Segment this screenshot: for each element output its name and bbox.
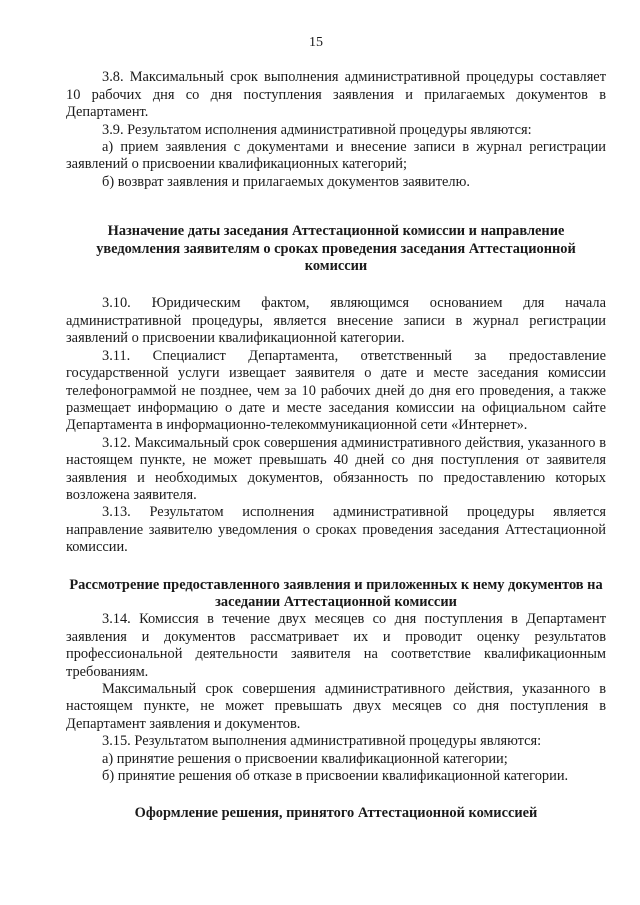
list-item-a: а) прием заявления с документами и внесение записи в журнал регистрации заявлений о присвоении квалификационных категорий; — [66, 139, 606, 173]
paragraph-3-14-max-term: Максимальный срок совершения административного действия, указанного в настоящем пункте, не может превышать двух месяцев со дня поступления в Департамент заявления и документов. — [66, 681, 606, 732]
document-page — [66, 34, 606, 823]
section-heading-2: Рассмотрение предоставленного заявления и приложенных к нему документов на заседании Аттестационной комиссии — [69, 576, 603, 610]
paragraph-3-14: 3.14. Комиссия в течение двух месяцев со дня поступления в Департамент заявления и документов рассматривает их и проводит оценку результатов профессиональной деятельности заявителя на соответствие квалификационным требованиям. — [66, 611, 606, 680]
spacer — [66, 785, 606, 805]
list-item-a-decision: а) принятие решения о присвоении квалификационной категории; — [102, 750, 508, 767]
paragraph-3-15: 3.15. Результатом выполнения административной процедуры являются: — [102, 733, 542, 750]
spacer — [66, 191, 606, 223]
section-heading-1: Назначение даты заседания Аттестационной комиссии и направление уведомления заявителям о сроках проведения заседания Аттестационной комиссии — [96, 223, 576, 275]
spacer — [66, 275, 606, 295]
paragraph-3-10: 3.10. Юридическим фактом, являющимся основанием для начала административной процедуры, является внесение записи в журнал регистрации заявлений о присвоении квалификационной категории. — [66, 295, 606, 347]
paragraph-3-11: 3.11. Специалист Департамента, ответственный за предоставление государственной услуги извещает заявителя о дате и месте заседания комиссии телефонограммой не позднее, чем за 10 рабочих дней до дня его проведения, а также размещает информацию о дате и месте заседания комиссии на официальном сайте Департамента в информационно-телекоммуникационной сети «Интернет». — [66, 347, 606, 434]
paragraph-3-9: 3.9. Результатом исполнения административной процедуры являются: — [102, 121, 532, 138]
page-number: 15 — [309, 35, 323, 50]
paragraph-3-8: 3.8. Максимальный срок выполнения административной процедуры составляет 10 рабочих дня со дня поступления заявления и прилагаемых документов в Департамент. — [66, 69, 606, 121]
paragraph-3-13: 3.13. Результатом исполнения административной процедуры является направление заявителю уведомления о сроках проведения заседания Аттестационной комиссии. — [66, 504, 606, 556]
section-heading-3: Оформление решения, принятого Аттестационной комиссией — [134, 805, 538, 822]
spacer — [66, 557, 606, 577]
list-item-b: б) возврат заявления и прилагаемых документов заявителю. — [102, 173, 470, 190]
paragraph-3-12: 3.12. Максимальный срок совершения административного действия, указанного в настоящем пункте, не может превышать 40 дней со дня поступления от заявителя заявления и необходимых документов, обязанность по предоставлению которых возложена заявителя. — [66, 434, 606, 503]
list-item-b-refusal: б) принятие решения об отказе в присвоении квалификационной категории. — [102, 768, 569, 785]
